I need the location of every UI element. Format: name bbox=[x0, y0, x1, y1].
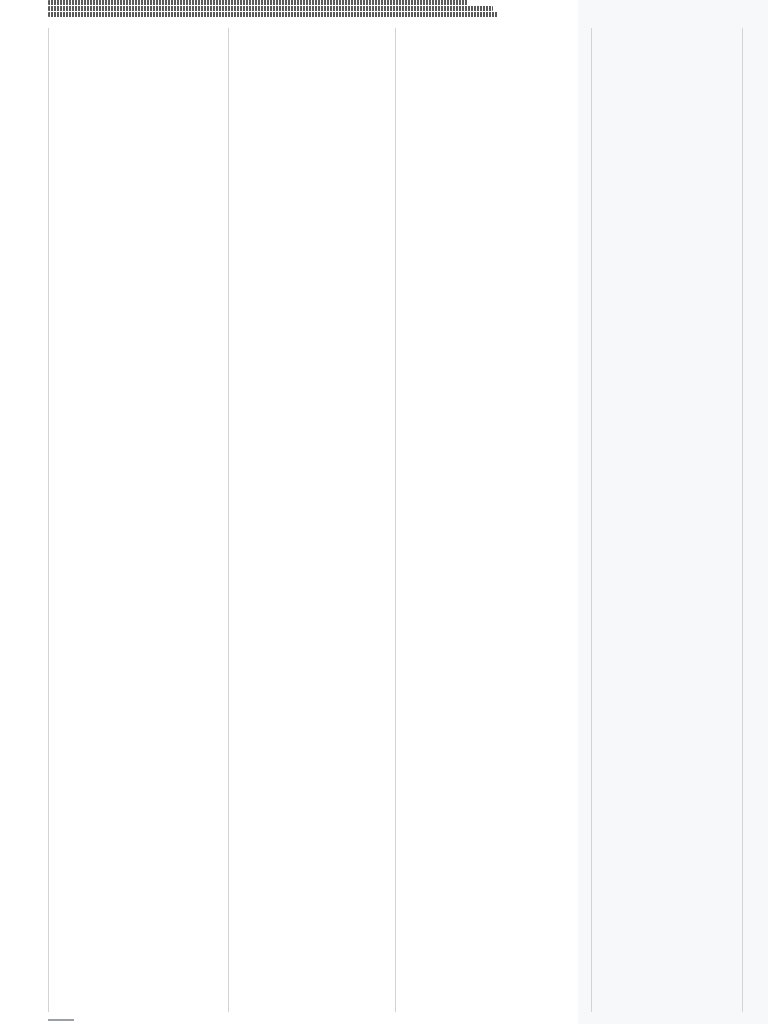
column-divider bbox=[395, 28, 396, 1012]
header-line bbox=[48, 0, 468, 5]
footer-divider bbox=[48, 1019, 74, 1021]
header-line bbox=[48, 12, 498, 17]
column-divider bbox=[742, 28, 743, 1012]
column-divider bbox=[591, 28, 592, 1012]
column-divider bbox=[228, 28, 229, 1012]
page-header bbox=[48, 0, 568, 30]
data-table bbox=[48, 28, 743, 1012]
footer bbox=[48, 1013, 568, 1024]
header-line bbox=[48, 6, 493, 11]
column-divider bbox=[48, 28, 49, 1012]
